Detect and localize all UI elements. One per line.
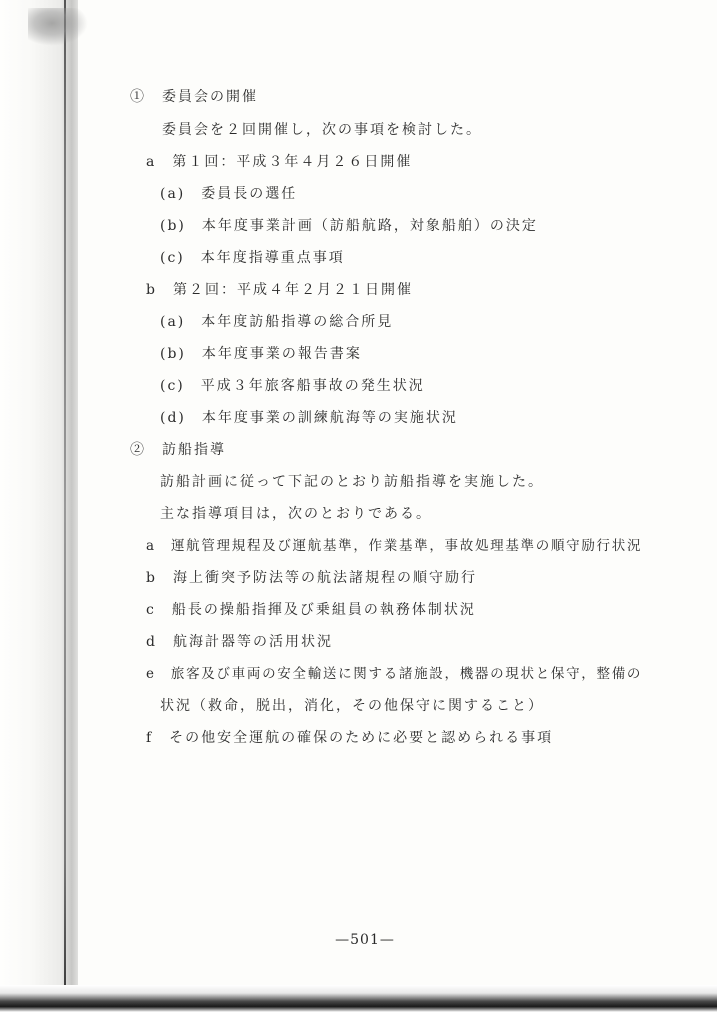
sub-item: (b) 本年度事業計画（訪船航路，対象船舶）の決定 bbox=[160, 218, 538, 234]
paragraph-line: 主な指導項目は，次のとおりである。 bbox=[160, 506, 432, 522]
sub-item: (c) 本年度指導重点事項 bbox=[160, 250, 345, 266]
page-bottom-edge bbox=[0, 985, 717, 1012]
list-item-a: a 第１回：平成３年４月２６日開催 bbox=[146, 154, 413, 170]
sub-item: (c) 平成３年旅客船事故の発生状況 bbox=[160, 378, 425, 394]
list-item: c 船長の操船指揮及び乗組員の執務体制状況 bbox=[146, 602, 476, 618]
sub-item: (a) 本年度訪船指導の総合所見 bbox=[160, 314, 394, 330]
binding-shadow bbox=[0, 0, 78, 1012]
binding-edge bbox=[64, 0, 66, 1012]
list-item: b 海上衝突予防法等の航法諸規程の順守励行 bbox=[146, 570, 477, 586]
list-item: d 航海計器等の活用状況 bbox=[146, 634, 333, 650]
list-item-continuation: 状況（救命，脱出，消化，その他保守に関すること） bbox=[160, 698, 544, 714]
sub-item: (b) 本年度事業の報告書案 bbox=[160, 346, 362, 362]
list-item-b: b 第２回：平成４年２月２１日開催 bbox=[146, 282, 413, 298]
list-item: f その他安全運航の確保のために必要と認められる事項 bbox=[146, 730, 554, 746]
paragraph-line: 訪船計画に従って下記のとおり訪船指導を実施した。 bbox=[160, 474, 544, 490]
sub-item: (d) 本年度事業の訓練航海等の実施状況 bbox=[160, 410, 458, 426]
sub-item: (a) 委員長の選任 bbox=[160, 186, 298, 202]
page-number: —501— bbox=[335, 932, 395, 948]
section-heading-committee: ① 委員会の開催 bbox=[130, 89, 258, 105]
section-heading-visit: ② 訪船指導 bbox=[130, 442, 226, 458]
list-item: a 運航管理規程及び運航基準，作業基準，事故処理基準の順守励行状況 bbox=[146, 538, 643, 554]
list-item: e 旅客及び車両の安全輸送に関する諸施設，機器の現状と保守，整備の bbox=[146, 666, 643, 682]
paragraph-line: 委員会を２回開催し，次の事項を検討した。 bbox=[162, 122, 482, 138]
scan-smudge bbox=[28, 8, 88, 46]
